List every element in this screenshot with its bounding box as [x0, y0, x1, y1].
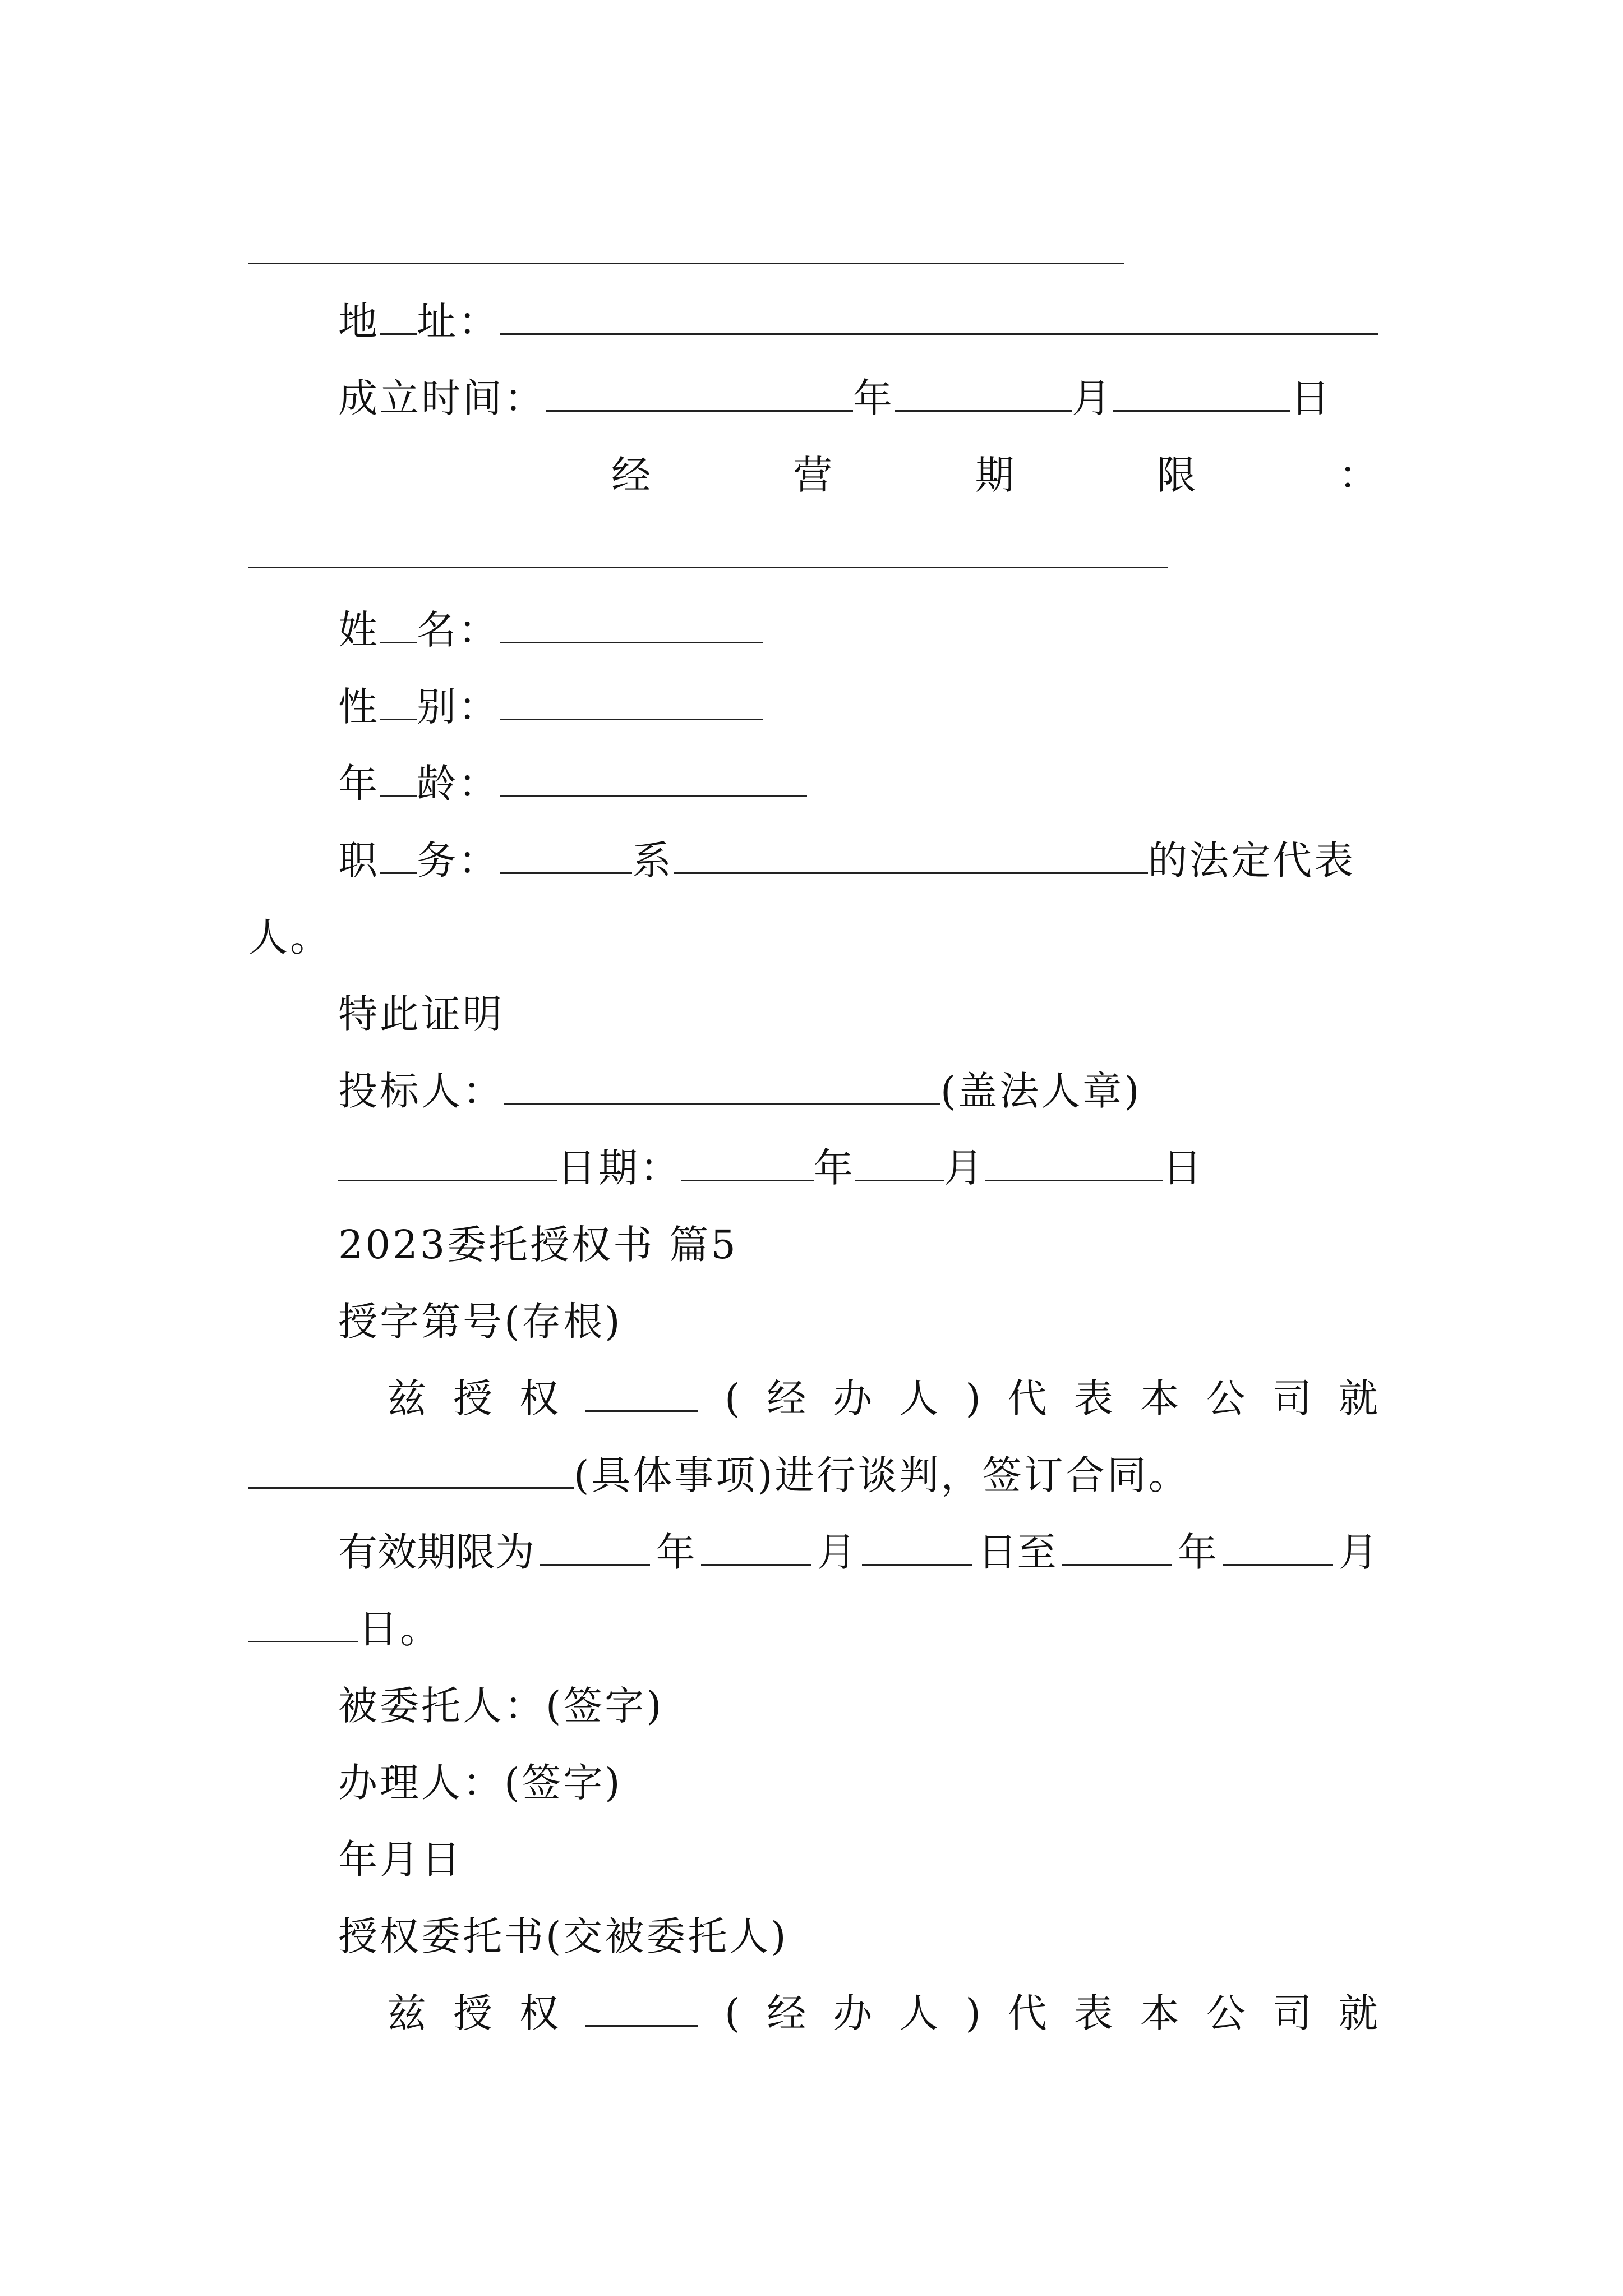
auth2-char-10: 表 [1073, 1990, 1113, 2036]
trustee-text: 被委托人：(签字) [338, 1683, 664, 1729]
bidder-line [338, 1060, 1142, 1122]
date-month: 月 [944, 1145, 985, 1191]
section-title [338, 1214, 738, 1276]
address-blank [500, 323, 1378, 335]
period-char-4: 限 [1156, 452, 1196, 498]
validity-month2: 月 [1338, 1529, 1378, 1575]
name-line [338, 599, 763, 661]
validity-day-to: 日至 [978, 1529, 1057, 1575]
position-label-gap [380, 862, 417, 874]
validity-cont-line [248, 1598, 441, 1660]
auth2-handler-blank [585, 2015, 698, 2027]
name-blank [500, 632, 763, 643]
date-year-blank [681, 1170, 814, 1181]
section-title-text: 2023委托授权书 篇5 [338, 1222, 738, 1268]
handler-line [338, 1752, 623, 1814]
date-year: 年 [814, 1145, 855, 1191]
auth-title-text: 授权委托书(交被委托人) [338, 1913, 789, 1959]
auth1-char-11: 本 [1140, 1375, 1179, 1421]
ymd-line [338, 1829, 463, 1890]
auth2-line [387, 1982, 1378, 2044]
auth1-matter-blank [248, 1477, 574, 1489]
founded-month: 月 [1072, 375, 1113, 421]
auth2-char-6: 办 [833, 1990, 873, 2036]
period-char-5: ： [1339, 452, 1378, 498]
business-period-line [611, 444, 1378, 506]
handler-text: 办理人：(签字) [338, 1760, 623, 1806]
founded-line [338, 367, 1332, 429]
auth2-char-13: 司 [1272, 1990, 1312, 2036]
auth2-char-11: 本 [1140, 1990, 1179, 2036]
date-label: 日期： [557, 1145, 681, 1191]
certify-line [338, 983, 504, 1045]
auth1-line [387, 1368, 1378, 1429]
auth1-char-6: 办 [833, 1375, 873, 1421]
auth-title [338, 1906, 789, 1967]
auth1-char-14: 就 [1338, 1375, 1378, 1421]
position-mid: 系 [632, 838, 674, 884]
auth1-char-10: 表 [1073, 1375, 1113, 1421]
date-day: 日 [1163, 1145, 1204, 1191]
auth1-char-12: 公 [1206, 1375, 1246, 1421]
business-period-blank [248, 567, 1168, 568]
address-label-a: 地 [338, 298, 380, 344]
name-label-a: 姓 [338, 607, 380, 653]
position-line [338, 830, 1355, 891]
founded-label: 成立时间： [338, 375, 546, 421]
auth1-char-1: 兹 [387, 1375, 426, 1421]
auth2-char-1: 兹 [387, 1990, 426, 2036]
date-line [338, 1137, 1204, 1199]
validity-month: 月 [817, 1529, 856, 1575]
validity-day-blank [862, 1554, 972, 1566]
name-label-gap [380, 632, 417, 643]
position-cont: 人。 [248, 914, 331, 960]
validity-month2-blank [1223, 1554, 1333, 1566]
gender-blank [500, 708, 763, 720]
auth1-handler-blank [585, 1400, 698, 1412]
age-label-gap [380, 785, 417, 797]
gender-label-a: 性 [338, 684, 380, 730]
auth2-char-2: 授 [453, 1990, 493, 2036]
auth1-cont: (具体事项)进行谈判，签订合同。 [574, 1452, 1190, 1498]
gender-label-b: 别： [417, 684, 500, 730]
auth1-char-2: 授 [453, 1375, 493, 1421]
founded-day-blank [1113, 400, 1290, 412]
trustee-line [338, 1675, 664, 1737]
validity-year2-blank [1062, 1554, 1172, 1566]
auth2-char-14: 就 [1338, 1990, 1378, 2036]
position-cont-line [248, 907, 331, 968]
auth2-char-4: ( [725, 1990, 740, 2036]
founded-year: 年 [853, 375, 895, 421]
auth2-char-12: 公 [1206, 1990, 1246, 2036]
validity-end: 日。 [358, 1606, 441, 1652]
auth2-char-5: 经 [767, 1990, 806, 2036]
name-label-b: 名： [417, 607, 500, 653]
date-month-blank [855, 1170, 944, 1181]
auth1-char-9: 代 [1007, 1375, 1047, 1421]
validity-label: 有效期限为 [338, 1529, 534, 1575]
auth1-char-5: 经 [767, 1375, 806, 1421]
position-company-blank [674, 862, 1148, 874]
bidder-seal: (盖法人章) [940, 1068, 1142, 1114]
validity-month-blank [701, 1554, 811, 1566]
age-label-a: 年 [338, 761, 380, 807]
stub-title-text: 授字第号(存根) [338, 1299, 623, 1345]
bidder-label: 投标人： [338, 1068, 504, 1114]
auth1-char-7: 人 [899, 1375, 939, 1421]
validity-line [338, 1521, 1378, 1583]
founded-month-blank [895, 400, 1072, 412]
position-label-b: 务： [417, 838, 500, 884]
validity-day2-blank [248, 1631, 358, 1642]
position-label-a: 职 [338, 838, 380, 884]
auth1-cont-line [248, 1444, 1190, 1506]
auth1-char-3: 权 [519, 1375, 559, 1421]
period-char-1: 经 [611, 452, 651, 498]
ymd-text: 年月日 [338, 1837, 463, 1883]
address-label-b: 址： [417, 298, 500, 344]
gender-line [338, 676, 763, 738]
age-label-b: 龄： [417, 761, 500, 807]
address-label-gap [380, 323, 417, 335]
auth1-char-8: ) [965, 1375, 981, 1421]
validity-year: 年 [656, 1529, 695, 1575]
auth2-char-9: 代 [1007, 1990, 1047, 2036]
gender-label-gap [380, 708, 417, 720]
auth1-char-4: ( [725, 1375, 740, 1421]
address-line [338, 291, 1378, 352]
age-blank [500, 785, 807, 797]
validity-year-blank [540, 1554, 650, 1566]
stub-title [338, 1291, 623, 1352]
age-line [338, 753, 807, 815]
top-blank-rule [248, 263, 1124, 264]
auth2-char-8: ) [965, 1990, 981, 2036]
founded-day: 日 [1290, 375, 1332, 421]
position-tail: 的法定代表 [1148, 838, 1355, 884]
auth2-char-3: 权 [519, 1990, 559, 2036]
certify-text: 特此证明 [338, 991, 504, 1037]
position-blank [500, 862, 632, 874]
date-lead-blank [338, 1170, 557, 1181]
auth1-char-13: 司 [1272, 1375, 1312, 1421]
date-day-blank [985, 1170, 1163, 1181]
validity-year2: 年 [1178, 1529, 1218, 1575]
period-char-2: 营 [793, 452, 833, 498]
auth2-char-7: 人 [899, 1990, 939, 2036]
period-char-3: 期 [975, 452, 1015, 498]
bidder-blank [504, 1093, 940, 1105]
founded-year-blank [546, 400, 853, 412]
